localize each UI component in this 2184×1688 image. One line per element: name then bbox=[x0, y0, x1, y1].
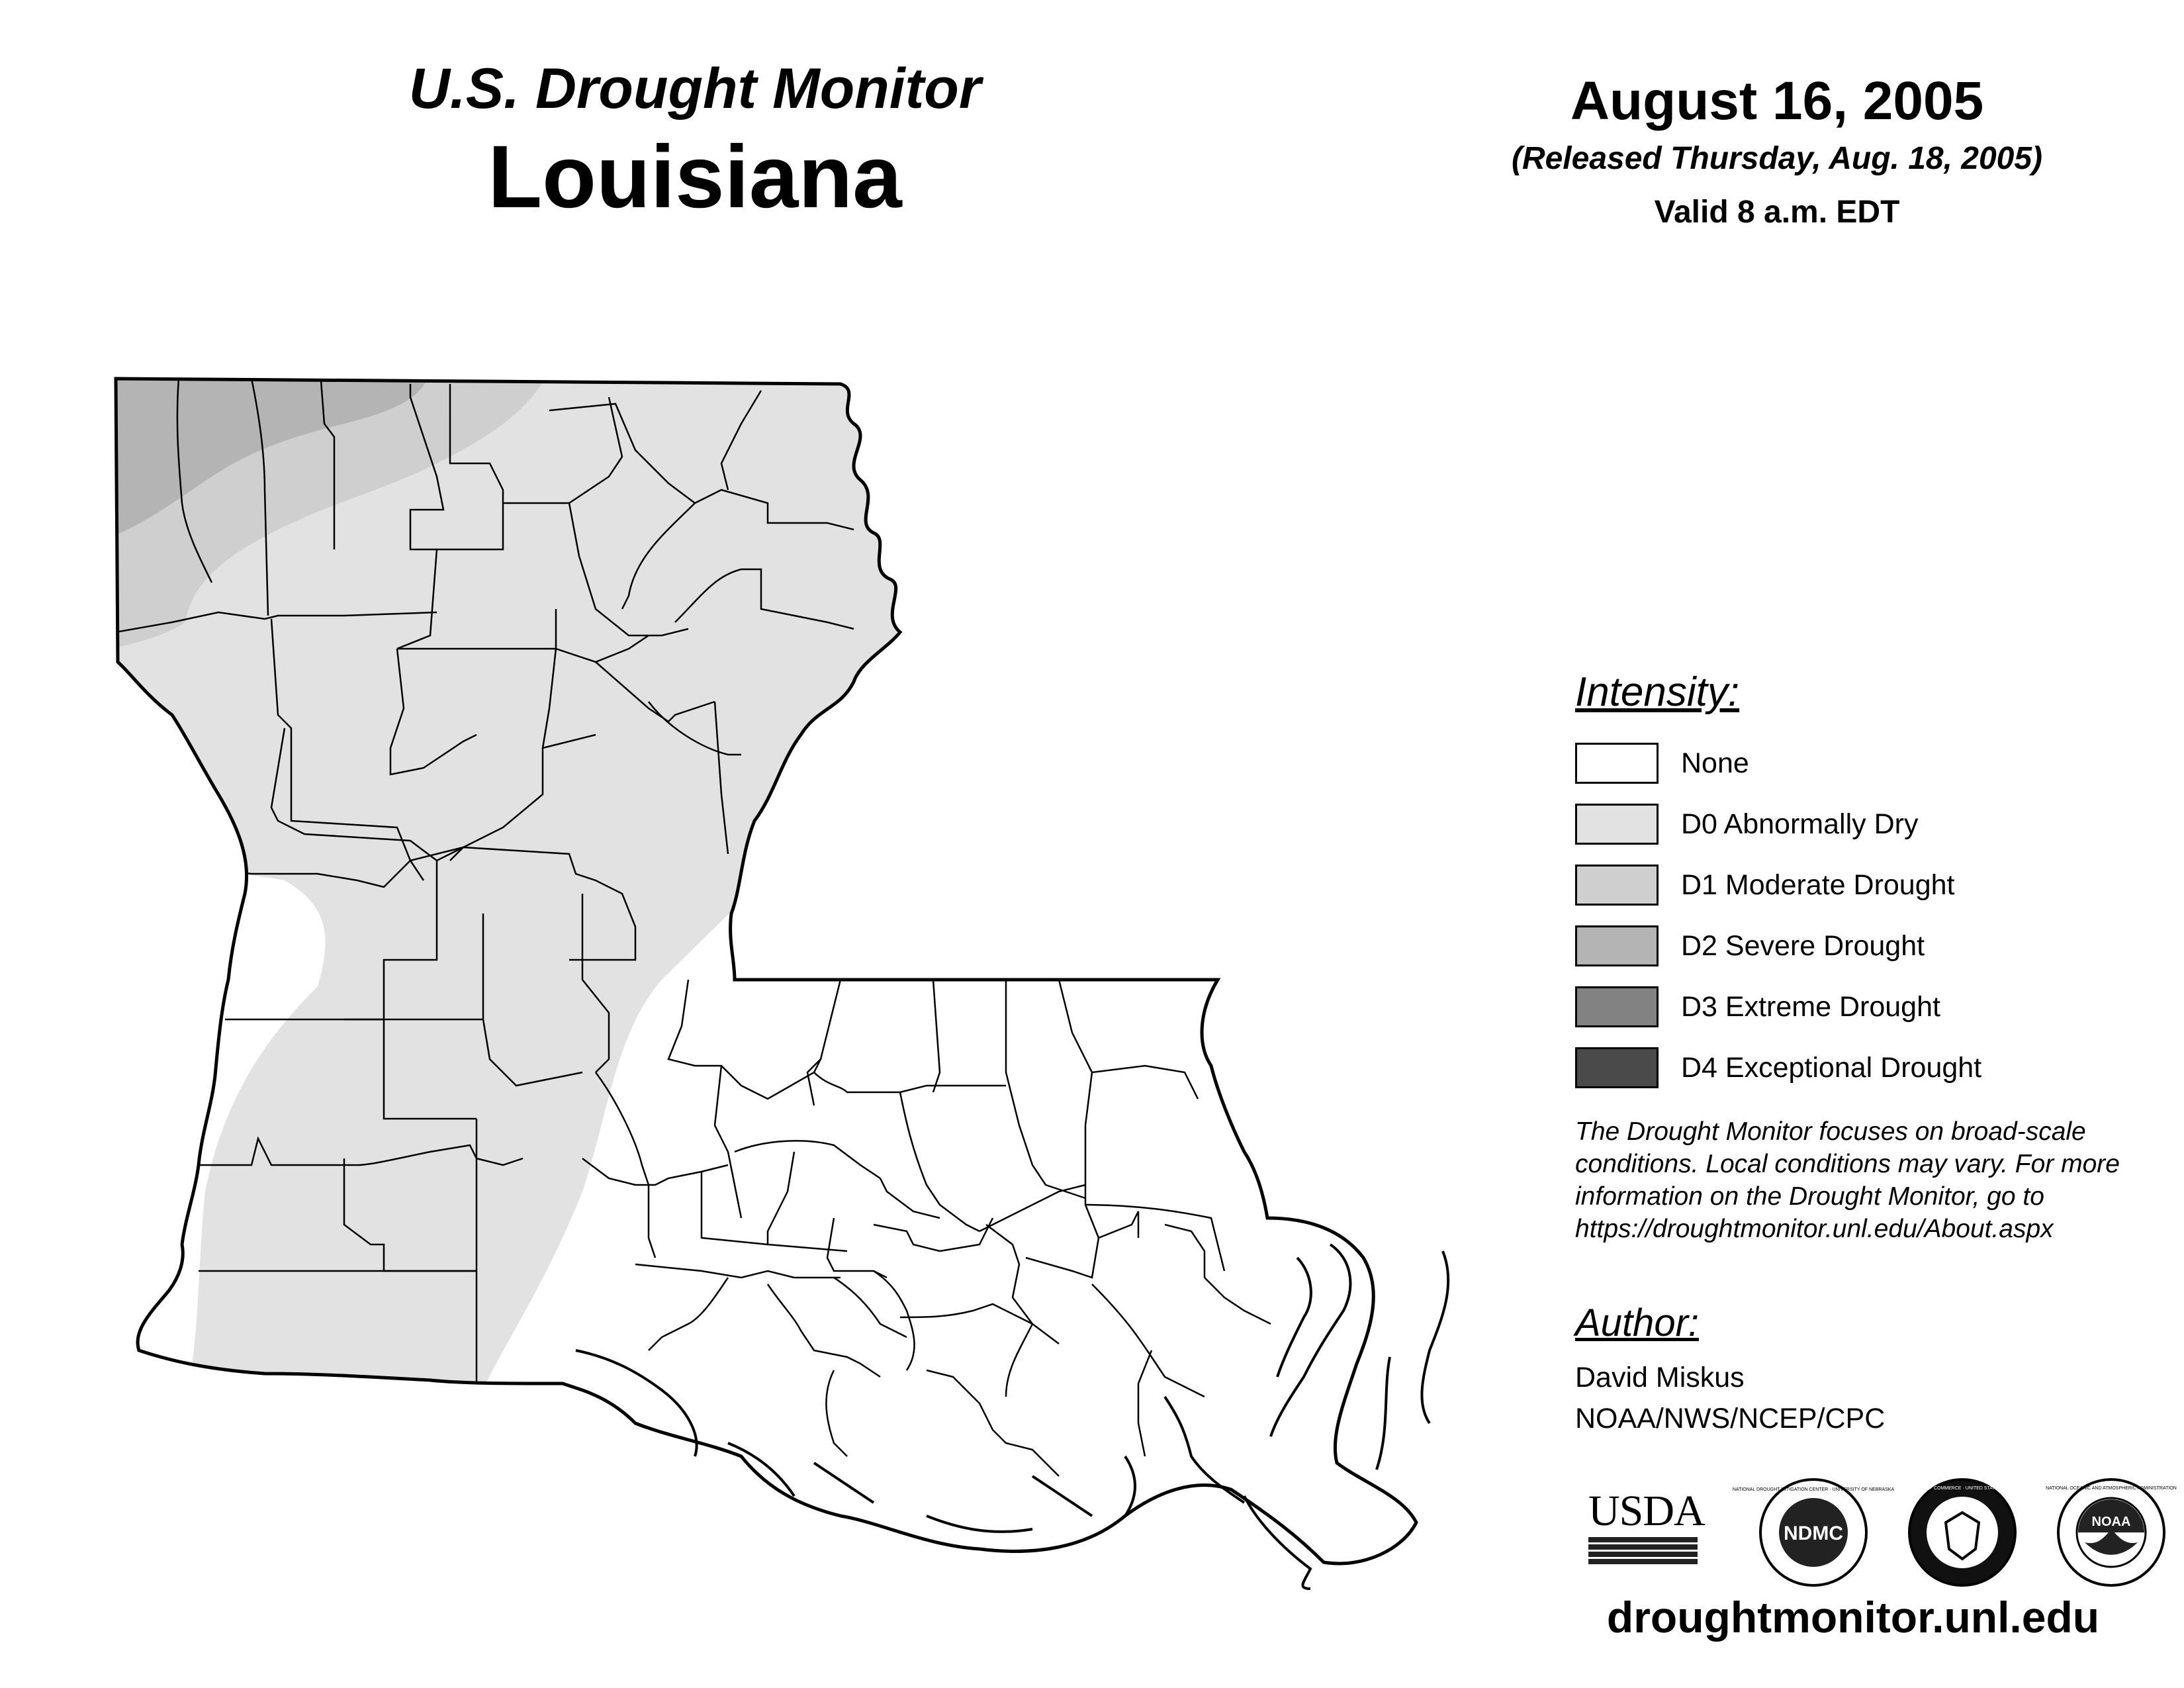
usda-logo-text: USDA bbox=[1588, 1487, 1705, 1535]
legend-swatch bbox=[1575, 865, 1659, 906]
legend-label: D4 Exceptional Drought bbox=[1681, 1051, 1982, 1084]
disclaimer-note: The Drought Monitor focuses on broad-scale conditions. Local conditions may vary. For more information on the Drought Monitor, go to https://droughtmonitor.unl.edu/About.aspx bbox=[1575, 1117, 2120, 1243]
legend-label: None bbox=[1681, 747, 1749, 779]
legend-label: D3 Extreme Drought bbox=[1681, 990, 1940, 1023]
website-url[interactable]: droughtmonitor.unl.edu bbox=[1606, 1593, 2100, 1642]
legend-item-d1 bbox=[1575, 855, 2171, 915]
date-block bbox=[1430, 71, 2124, 230]
legend-item-none bbox=[1575, 733, 2171, 794]
legend-swatch bbox=[1575, 986, 1659, 1027]
ndmc-logo bbox=[1732, 1476, 1895, 1589]
legend-label: D2 Severe Drought bbox=[1681, 929, 1925, 962]
commerce-ring-text: DEPARTMENT OF COMMERCE · UNITED STATES OF AMERICA bbox=[1893, 1486, 2032, 1491]
legend-swatch bbox=[1575, 925, 1659, 966]
legend-swatch bbox=[1575, 804, 1659, 845]
legend-item-d2 bbox=[1575, 915, 2171, 976]
legend-item-d4 bbox=[1575, 1037, 2171, 1098]
legend-swatch bbox=[1575, 1047, 1659, 1088]
noaa-logo-text: NOAA bbox=[2091, 1515, 2131, 1529]
noaa-logo bbox=[2046, 1476, 2177, 1589]
commerce-seal bbox=[1893, 1476, 2032, 1589]
legend-title: Intensity: bbox=[1575, 669, 1740, 715]
legend-swatch bbox=[1575, 743, 1659, 784]
author-block bbox=[1575, 1301, 2171, 1439]
release-date: (Released Thursday, Aug. 18, 2005) bbox=[1511, 141, 2043, 177]
map-subtitle: U.S. Drought Monitor bbox=[408, 57, 981, 120]
legend-item-d0 bbox=[1575, 794, 2171, 855]
ndmc-logo-text: NDMC bbox=[1784, 1523, 1843, 1544]
legend-label: D0 Abnormally Dry bbox=[1681, 808, 1919, 840]
valid-time: Valid 8 a.m. EDT bbox=[1654, 195, 1900, 230]
author-title: Author: bbox=[1575, 1301, 1699, 1344]
legend-item-d3 bbox=[1575, 976, 2171, 1037]
author-org: NOAA/NWS/NCEP/CPC bbox=[1575, 1403, 1886, 1434]
noaa-ring-text: NATIONAL OCEANIC AND ATMOSPHERIC ADMINISTRATION bbox=[2046, 1486, 2177, 1491]
legend bbox=[1575, 669, 2171, 1098]
legend-label: D1 Moderate Drought bbox=[1681, 868, 1955, 901]
ndmc-ring-text: NATIONAL DROUGHT MITIGATION CENTER · UNIVERSITY OF NEBRASKA bbox=[1732, 1487, 1895, 1492]
agency-logos bbox=[1588, 1476, 2177, 1595]
map-title: Louisiana bbox=[488, 127, 902, 226]
usda-logo bbox=[1588, 1487, 1705, 1566]
usda-logo-bars bbox=[1588, 1537, 1698, 1566]
map-date: August 16, 2005 bbox=[1570, 71, 1984, 131]
author-name: David Miskus bbox=[1575, 1362, 1745, 1393]
